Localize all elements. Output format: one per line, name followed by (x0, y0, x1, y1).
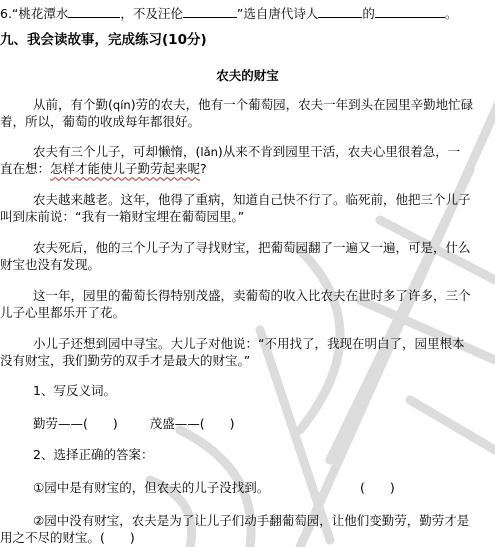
exercise-1-title: 1、写反义词。 (33, 383, 116, 398)
para2-line1: 农夫有三个儿子，可却懒惰，(lǎn)从来不肯到园里干活，农夫心里很着急，一 (33, 144, 461, 159)
exercise-2-title: 2、选择正确的答案： (33, 447, 154, 462)
q6-blank-1 (68, 4, 120, 18)
pinyin-lan: lǎn (200, 145, 218, 159)
para3-line1: 农夫越来越老。这年，他得了重病，知道自己快不行了。临死前，他把三个儿子 (33, 192, 471, 207)
q6-blank-4 (375, 4, 445, 18)
exercise-2-option-2-line1: ②园中没有财宝，农夫是为了让儿子们动手翻葡萄园，让他们变勤劳，勤劳才是 (33, 513, 470, 528)
para6-line2: 没有财宝，我们勤劳的双手才是最大的财宝。” (0, 353, 251, 368)
q6-blank-3 (318, 4, 362, 18)
question-6 (0, 4, 495, 22)
q6-text-1: 6.“桃花潭水 (0, 6, 69, 21)
exercise-1-items (0, 416, 495, 432)
para6-line1: 小儿子还想到园中寻宝。大儿子对他说：“不用找了，我现在明白了，园里根本 (33, 336, 465, 351)
answer-paren-1: ( ) (360, 480, 395, 495)
para1-line1: 从前，有个勤(qín)劳的农夫，他有一个葡萄园，农夫一年到头在园里辛勤地忙碌 (33, 97, 474, 112)
para5-line1: 这一年，园里的葡萄长得特别茂盛，卖葡萄的收入比农夫在世时多了许多，三个 (33, 288, 471, 303)
antonym-2: 茂盛——( ) (149, 416, 235, 431)
para5-line2: 儿子心里都乐开了花。 (0, 305, 126, 320)
q6-text-2: ，不及汪伦 (120, 6, 183, 21)
para4-line1: 农夫死后，他的三个儿子为了寻找财宝，把葡萄园翻了一遍又一遍，可是，什么 (33, 240, 471, 255)
q6-blank-2 (183, 4, 237, 18)
pinyin-qin: qín (112, 98, 131, 112)
para3-line2: 叫到床前说：“我有一箱财宝埋在葡萄园里。” (0, 209, 245, 224)
wavy-underlined-text: 怎样才能使儿子勤劳起来呢 (50, 161, 201, 176)
exercise-2-option-2-line2: 用之不尽的财宝。( ) (0, 530, 135, 545)
q6-text-4: 的 (362, 6, 375, 21)
exercise-2-option-1: ①园中是有财宝的，但农夫的儿子没找到。 ( ) (33, 480, 395, 495)
section-title: 九、我会读故事，完成练习(10分) (0, 32, 207, 48)
story-title: 农夫的财宝 (216, 68, 279, 83)
para2-line2: 直在想：怎样才能使儿子勤劳起来呢? (0, 161, 207, 176)
q6-text-5: 。 (444, 6, 458, 21)
para1-line2: 着，所以，葡萄的收成每年都很好。 (0, 114, 201, 129)
q6-text-3: ”选自唐代诗人 (236, 6, 319, 21)
para4-line2: 财宝也没有发现。 (0, 257, 101, 272)
antonym-1: 勤劳——( ) (33, 416, 118, 431)
